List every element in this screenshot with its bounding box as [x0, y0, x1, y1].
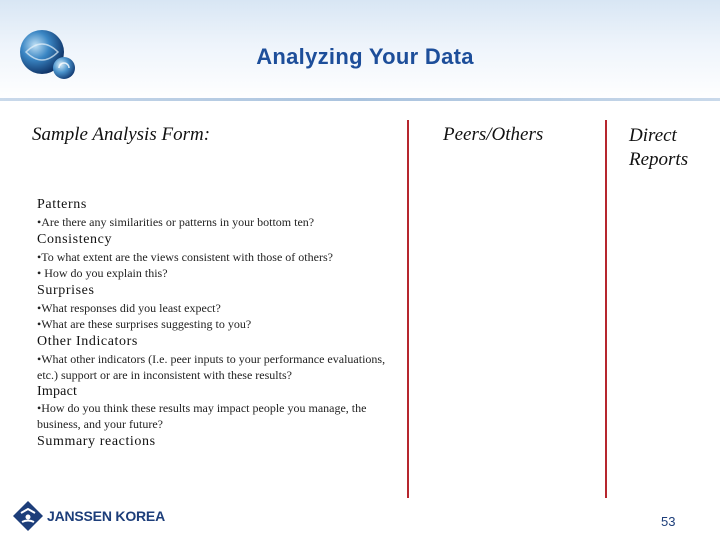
logo-text: JANSSEN KOREA: [47, 508, 165, 524]
section-title: Impact: [37, 383, 78, 399]
column-divider-left: [407, 120, 409, 498]
section-bullet: •What other indicators (I.e. peer inputs to your performance evaluations, etc.) support or are in inconsistent with these results?: [37, 351, 386, 382]
section-bullet: •What are these surprises suggesting to you?: [37, 317, 252, 331]
janssen-logo-icon: [12, 500, 44, 532]
page-number: 53: [661, 514, 676, 529]
column-header-direct-line2: Reports: [629, 149, 689, 170]
section-other-indicators: [37, 333, 397, 384]
section-bullet: • How do you explain this?: [37, 266, 168, 280]
column-header-direct-reports: [629, 124, 688, 172]
section-bullet: •What responses did you least expect?: [37, 300, 221, 315]
column-header-direct-line1: Direct: [629, 125, 677, 146]
section-surprises: [37, 282, 397, 333]
section-bullet: •How do you think these results may impact people you manage, the business, and your future?: [37, 400, 367, 431]
section-bullet: •To what extent are the views consistent with those of others?: [37, 249, 333, 264]
section-bullet: •Are there any similarities or patterns in your bottom ten?: [37, 215, 315, 229]
section-patterns: [37, 196, 397, 231]
form-label: Sample Analysis Form:: [32, 124, 211, 145]
section-title: Patterns: [37, 197, 87, 212]
section-consistency: [37, 231, 397, 282]
section-title: Summary reactions: [37, 433, 156, 449]
column-header-peers: Peers/Others: [443, 124, 544, 145]
header-divider: [0, 98, 720, 101]
section-impact: [37, 384, 397, 433]
section-title: Consistency: [37, 231, 113, 247]
section-summary-reactions: [37, 433, 397, 451]
section-title: Surprises: [37, 282, 95, 298]
column-divider-right: [605, 120, 607, 498]
slide-title: Analyzing Your Data: [256, 44, 474, 69]
section-title: Other Indicators: [37, 333, 138, 349]
analysis-sections: [37, 196, 397, 451]
